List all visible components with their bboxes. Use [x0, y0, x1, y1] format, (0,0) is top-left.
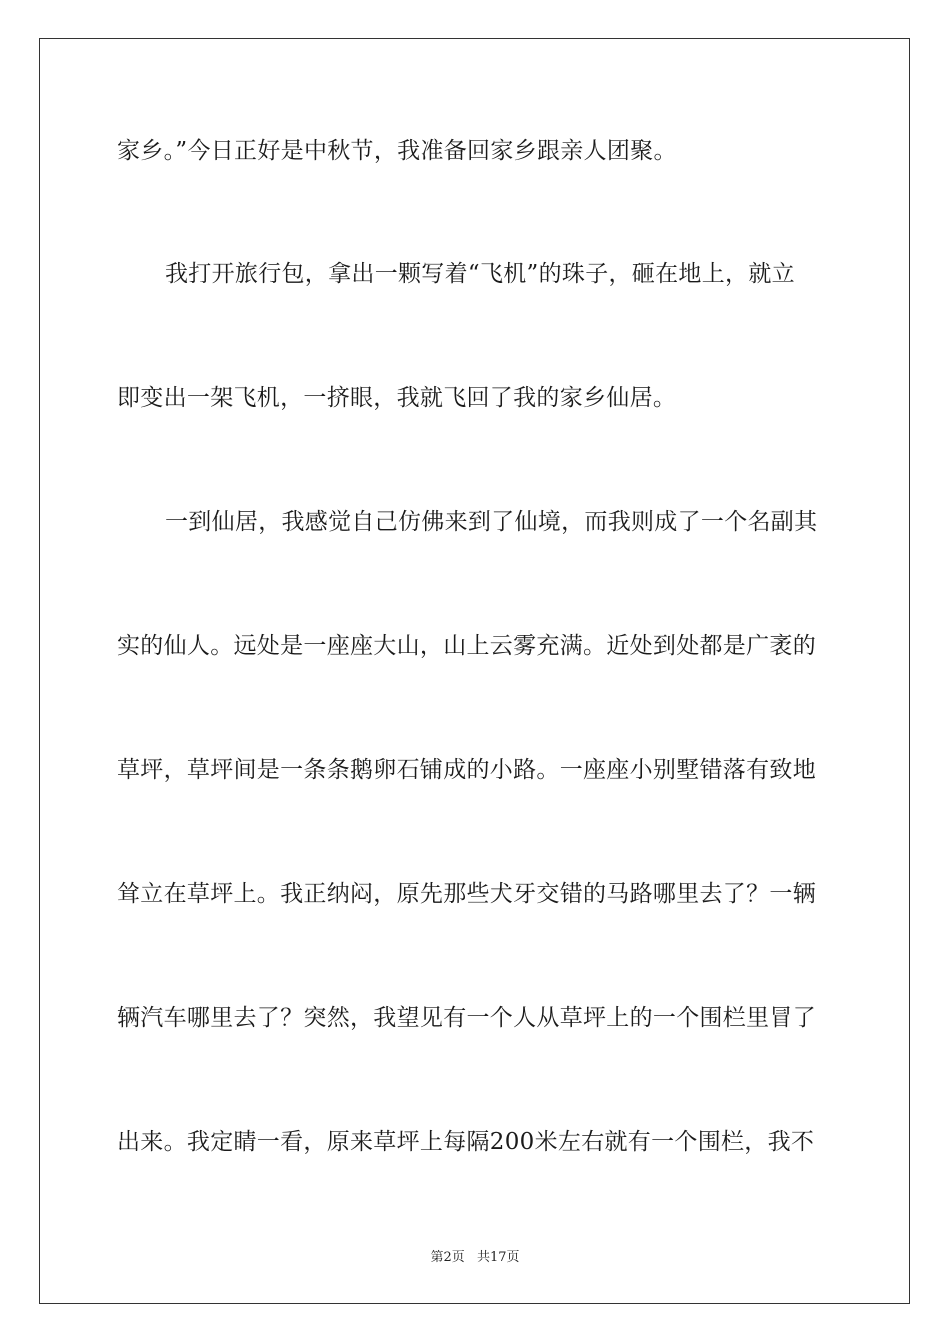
page-number: 第2页	[430, 1250, 465, 1265]
total-pages: 共17页	[476, 1250, 520, 1265]
text-line-5: 实的仙人。远处是一座座大山，山上云雾充满。近处到处都是广袤的	[117, 633, 816, 659]
text-line-8: 辆汽车哪里去了？突然，我望见有一个人从草坪上的一个围栏里冒了	[117, 1005, 816, 1031]
text-line-2: 我打开旅行包，拿出一颗写着“飞机”的珠子，砸在地上，就立	[165, 261, 795, 287]
page-footer	[0, 1246, 950, 1265]
text-line-4: 一到仙居，我感觉自己仿佛来到了仙境，而我则成了一个名副其	[165, 509, 818, 535]
text-line-3: 即变出一架飞机，一挤眼，我就飞回了我的家乡仙居。	[117, 385, 677, 411]
text-line-7: 耸立在草坪上。我正纳闷，原先那些犬牙交错的马路哪里去了？一辆	[117, 881, 816, 907]
page-border	[39, 38, 910, 1304]
text-line-6: 草坪，草坪间是一条条鹅卵石铺成的小路。一座座小别墅错落有致地	[117, 757, 816, 783]
text-line-1: 家乡。”今日正好是中秋节，我准备回家乡跟亲人团聚。	[117, 138, 677, 164]
text-line-9: 出来。我定睛一看，原来草坪上每隔200米左右就有一个围栏，我不	[117, 1129, 815, 1155]
